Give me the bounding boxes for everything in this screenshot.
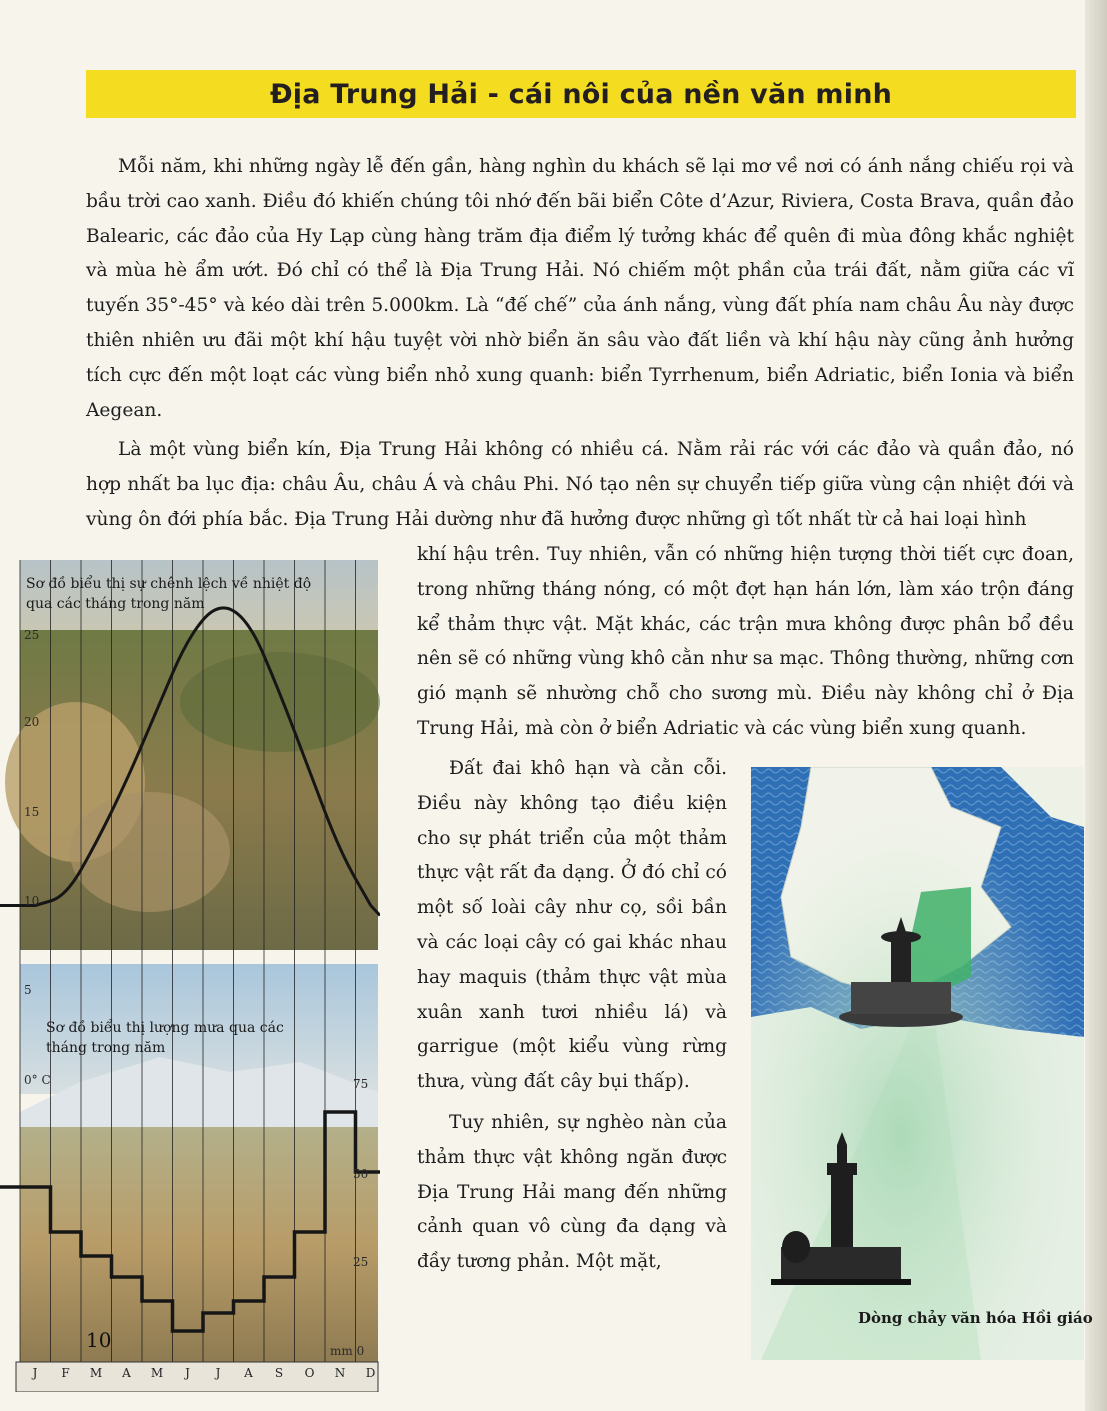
rain-tick: 50 <box>353 1167 369 1181</box>
chart-gap <box>0 950 380 964</box>
month-label: S <box>274 1366 284 1380</box>
map-caption: Dòng chảy văn hóa Hồi giáo <box>858 1309 1093 1327</box>
month-label: O <box>304 1366 315 1380</box>
month-label: M <box>150 1366 164 1380</box>
month-label: J <box>185 1366 190 1380</box>
month-label: F <box>61 1366 70 1380</box>
temp-tick: 10 <box>24 894 40 908</box>
rain-tick: 25 <box>353 1255 369 1269</box>
islamic-culture-map <box>751 767 1084 1360</box>
temp-tick: 5 <box>24 983 32 997</box>
month-label: A <box>244 1366 253 1380</box>
shrubs <box>180 652 380 752</box>
title-banner <box>86 70 1076 118</box>
rain-tick: 75 <box>353 1077 369 1091</box>
temp-tick: 15 <box>24 805 40 819</box>
temp-tick: 0° C <box>24 1073 51 1087</box>
month-label: N <box>334 1366 346 1380</box>
page-title: Địa Trung Hải - cái nôi của nền văn minh <box>269 78 893 110</box>
rainfall-chart-title: Sơ đồ biểu thị lượng mưa qua các tháng trong năm <box>46 1020 284 1056</box>
map-svg <box>751 767 1084 1360</box>
month-label: J <box>32 1366 38 1380</box>
climate-chart-svg <box>0 552 380 1392</box>
rain-tick: mm 0 <box>330 1344 365 1358</box>
paragraph-2-continued: khí hậu trên. Tuy nhiên, vẫn có những hiện tượng thời tiết cực đoan, trong những tháng nóng, có một đợt hạn hán lớn, làm xáo trộn đáng kể thảm thực vật. Mặt khác, các trận mưa không được phân bổ đều nên sẽ có những vùng khô cằn như sa mạc. Thông thường, những cơn gió mạnh sẽ nhường chỗ cho sương mù. Điều này không chỉ ở Địa Trung Hải, mà còn ở biển Adriatic và các vùng biển xung quanh. <box>417 544 1074 739</box>
rock-outcrop <box>70 792 230 912</box>
temp-tick: 25 <box>24 628 40 642</box>
page-spine-shadow <box>1085 0 1107 1411</box>
climate-chart <box>0 552 380 1392</box>
paragraph-1: Mỗi năm, khi những ngày lễ đến gần, hàng nghìn du khách sẽ lại mơ về nơi có ánh nắng chiếu rọi và bầu trời cao xanh. Điều đó khiến chúng tôi nhớ đến bãi biển Côte d’Azur, Riviera, Costa Brava, quần đảo Balearic, các đảo của Hy Lạp cùng hàng trăm địa điểm lý tưởng khác để quên đi mùa đông khắc nghiệt và mùa hè ẩm ướt. Đó chỉ có thể là Địa Trung Hải. Nó chiếm một phần của trái đất, nằm giữa các vĩ tuyến 35°-45° và kéo dài trên 5.000km. Là “đế chế” của ánh nắng, vùng đất phía nam châu Âu này được thiên nhiên ưu đãi một khí hậu tuyệt vời nhờ biển ăn sâu vào đất liền và khí hậu này cũng ảnh hưởng tích cực đến một loạt các vùng biển nhỏ xung quanh: biển Tyrrhenum, biển Adriatic, biển Ionia và biển Aegean. <box>86 156 1074 421</box>
paragraph-4: Tuy nhiên, sự nghèo nàn của thảm thực vật không ngăn được Địa Trung Hải mang đến những cảnh quan vô cùng đa dạng và đầy tương phản. Một mặt, <box>417 1112 727 1273</box>
month-label: D <box>365 1366 376 1380</box>
page-number: 10 <box>86 1328 112 1352</box>
temp-tick: 20 <box>24 715 40 729</box>
paragraph-2: Là một vùng biển kín, Địa Trung Hải không có nhiều cá. Nằm rải rác với các đảo và quần đảo, nó hợp nhất ba lục địa: châu Âu, châu Á và châu Phi. Nó tạo nên sự chuyển tiếp giữa vùng cận nhiệt đới và vùng ôn đới phía bắc. Địa Trung Hải dường như đã hưởng được những gì tốt nhất từ cả hai loại hình <box>86 439 1074 530</box>
paragraph-3: Đất đai khô hạn và cằn cỗi. Điều này không tạo điều kiện cho sự phát triển của một thảm thực vật rất đa dạng. Ở đó chỉ có một số loài cây như cọ, sồi bần và các loại cây có gai khác nhau hay maquis (thảm thực vật mùa xuân xanh tươi nhiều lá) và garrigue (một kiểu vùng rừng thưa, vùng đất cây bụi thấp). <box>417 758 727 1093</box>
month-label: A <box>122 1366 131 1380</box>
month-label: J <box>215 1366 221 1380</box>
temperature-chart-title: Sơ đồ biểu thị sự chênh lệch về nhiệt độ qua các tháng trong năm <box>26 576 312 612</box>
month-label: M <box>89 1366 103 1380</box>
